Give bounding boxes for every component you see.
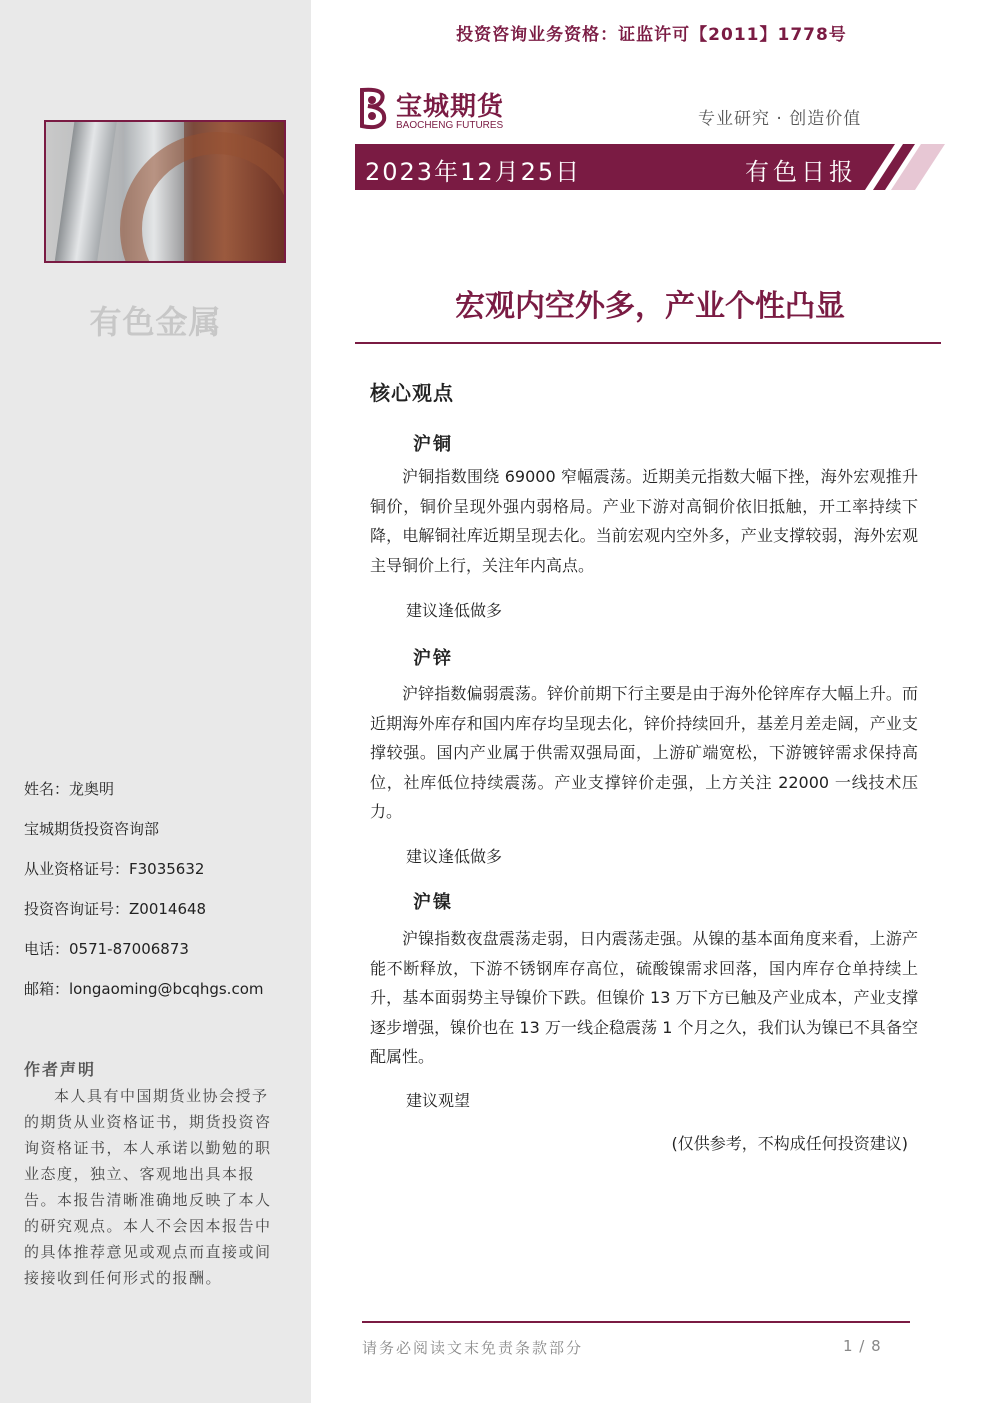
sector-title: 有色金属 (89, 303, 222, 341)
section-body-copper: 沪铜指数围绕 69000 窄幅震荡。近期美元指数大幅下挫，海外宏观推升铜价，铜价呈现外强内弱格局。产业下游对高铜价依旧抵触，开工率持续下降，电解铜社库近期呈现去化。当前宏观内空外多，产业支撑较弱，海外宏观主导铜价上行，关注年内高点。 (370, 467, 918, 575)
slogan: 专业研究 · 创造价值 (698, 109, 862, 129)
report-date: 2023年12月25日 (365, 158, 582, 186)
author-info (24, 778, 264, 1018)
headline: 宏观内空外多，产业个性凸显 (455, 289, 845, 324)
section-title-zinc: 沪锌 (413, 648, 453, 669)
author-email[interactable]: 邮箱：longaoming@bcqhgs.com (24, 980, 264, 998)
logo-mark-icon (356, 86, 392, 130)
license-line: 投资咨询业务资格：证监许可【2011】1778号 (456, 25, 847, 45)
section-title-nickel: 沪镍 (413, 892, 453, 913)
disclaimer-title: 作者声明 (24, 1060, 97, 1079)
footer-divider (362, 1321, 910, 1323)
author-dept: 宝城期货投资咨询部 (24, 820, 160, 838)
author-name: 姓名：龙奥明 (24, 780, 115, 798)
headline-divider (355, 342, 941, 344)
section-body-zinc: 沪锌指数偏弱震荡。锌价前期下行主要是由于海外伦锌库存大幅上升。而近期海外库存和国内库存均呈现去化，锌价持续回升，基差月差走阔，产业支撑较强。国内产业属于供需双强局面，上游矿端宽松，下游镀锌需求保持高位，社库低位持续震荡。产业支撑锌价走强，上方关注 22000 一线技术压力。 (370, 684, 918, 821)
section-title-copper: 沪铜 (413, 434, 453, 455)
report-type: 有色日报 (745, 158, 857, 186)
reference-note: (仅供参考，不构成任何投资建议) (671, 1134, 908, 1153)
disclaimer-body: 本人具有中国期货业协会授予的期货从业资格证书，期货投资咨询资格证书，本人承诺以勤勉的职业态度，独立、客观地出具本报告。本报告清晰准确地反映了本人的研究观点。本人不会因本报告中的具体推荐意见或观点而直接或间接接收到任何形式的报酬。 (24, 1087, 272, 1287)
company-logo (356, 86, 526, 132)
section-body-nickel: 沪镍指数夜盘震荡走弱，日内震荡走强。从镍的基本面角度来看，上游产能不断释放，下游不锈钢库存高位，硫酸镍需求回落，国内库存仓单持续上升，基本面弱势主导镍价下跌。但镍价 13 万下方已触及产业成本，产业支撑逐步增强，镍价也在 13 万一线企稳震荡 1 个月之久，我们认为镍已不具备空配属性。 (370, 929, 918, 1066)
author-consult-cert: 投资咨询证号：Z0014648 (24, 900, 207, 918)
author-phone: 电话：0571-87006873 (24, 940, 189, 958)
logo-cn: 宝城期货 (396, 92, 505, 122)
section-advice-nickel: 建议观望 (406, 1091, 471, 1110)
author-qualification: 从业资格证号：F3035632 (24, 860, 205, 878)
core-view-title: 核心观点 (370, 381, 454, 405)
sidebar (0, 0, 311, 1403)
report-banner (355, 144, 945, 190)
logo-en: BAOCHENG FUTURES (396, 120, 504, 131)
page-number: 1 / 8 (843, 1337, 882, 1355)
section-advice-zinc: 建议逢低做多 (406, 847, 503, 866)
section-advice-copper: 建议逢低做多 (406, 601, 503, 620)
footer-notice: 请务必阅读文末免责条款部分 (362, 1339, 584, 1357)
cover-photo (44, 120, 286, 263)
